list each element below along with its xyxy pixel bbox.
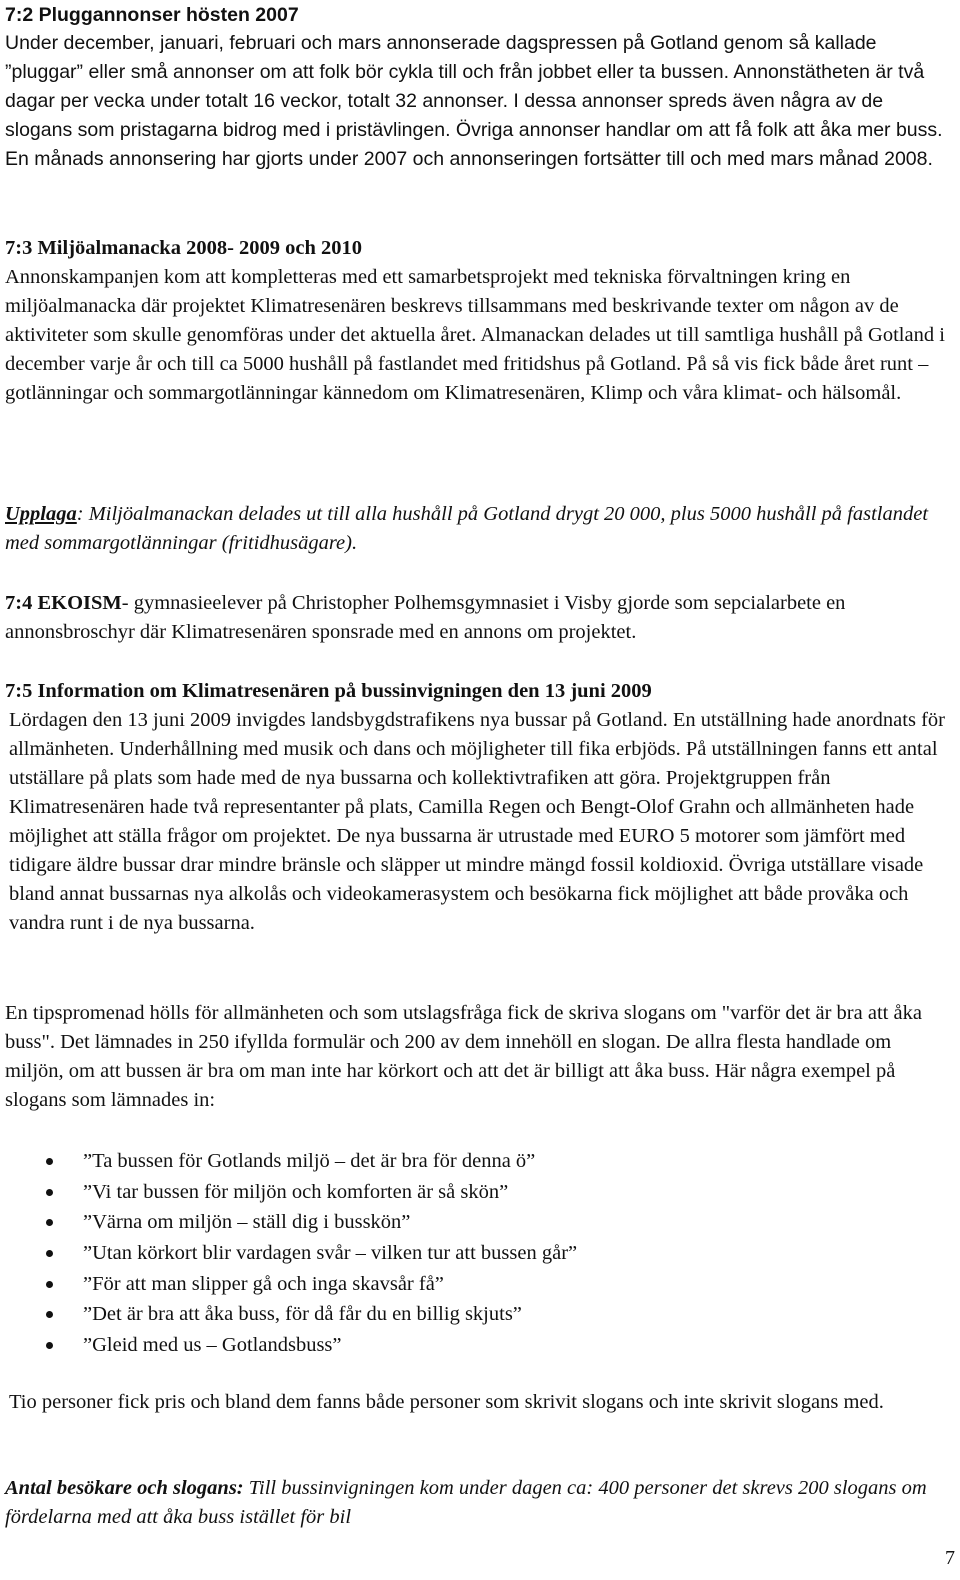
slogan-text: ”Det är bra att åka buss, för då får du en billig skjuts”	[83, 1303, 522, 1326]
section-7-4-paragraph	[5, 589, 950, 647]
visitors-label: Antal besökare och slogans:	[5, 1477, 244, 1499]
section-7-2-paragraph: Under december, januari, februari och mars annonserade dagspressen på Gotland genom så kallade ”pluggar” eller små annonser om att folk bör cykla till och från jobbet eller ta bussen. Annonstätheten är två dagar per vecka under totalt 16 veckor, totalt 32 annonser. I dessa annonser spreds även några av de slogans som pristagarna bidrog med i pristävlingen. Övriga annonser handlar om att få folk att åka mer buss. En månads annonsering har gjorts under 2007 och annonseringen fortsätter till och med mars månad 2008.	[5, 32, 943, 170]
slogan-text: ”Vi tar bussen för miljön och komforten är så skön”	[83, 1180, 509, 1203]
bullet-icon	[46, 1250, 53, 1257]
slogan-list	[5, 1146, 950, 1361]
list-item	[5, 1299, 950, 1330]
section-7-5-paragraph-2: En tipspromenad hölls för allmänheten och som utslagsfråga fick de skriva slogans om "varför det är bra att åka buss". Det lämnades in 250 ifyllda formulär och 200 av dem innehöll en slogan. De allra flesta handlade om miljön, om att bussen är bra om man inte har körkort och att det är billigt att åka buss. Här några exempel på slogans som lämnades in:	[5, 1002, 922, 1111]
section-7-3-heading: 7:3 Miljöalmanacka 2008- 2009 och 2010	[5, 237, 363, 259]
bullet-icon	[46, 1342, 53, 1349]
section-7-3-paragraph: Annonskampanjen kom att kompletteras med ett samarbetsprojekt med tekniska förvaltningen kring en miljöalmanacka där projektet Klimatresenären beskrevs tillsammans med beskrivande texter om någon av de aktiviteter som skulle genomföras under det aktuella året. Almanackan delades ut till samtliga hushåll på Gotland i december varje år och till ca 5000 hushåll på fastlandet med fritidshus på Gotland. På så vis fick både året runt – gotlänningar och sommargotlänningar kännedom om Klimatresenären, Klimp och våra klimat- och hälsomål.	[5, 266, 945, 404]
slogan-text: ”Gleid med us – Gotlandsbuss”	[83, 1334, 342, 1357]
bullet-icon	[46, 1158, 53, 1165]
bullet-icon	[46, 1219, 53, 1226]
visitors-text: Till bussinvigningen kom under dagen ca: 400 personer det skrevs 200 slogans om fördelarna med att åka buss istället för bil	[5, 1477, 927, 1528]
list-item	[5, 1330, 950, 1361]
page-number: 7	[945, 1547, 955, 1569]
section-7-4-text: - gymnasieelever på Christopher Polhemsgymnasiet i Visby gjorde som sepcialarbete en annonsbroschyr där Klimatresenären sponsrade med en annons om projektet.	[5, 592, 846, 643]
list-item	[5, 1269, 950, 1300]
upplaga-label: Upplaga	[5, 503, 77, 525]
prize-paragraph: Tio personer fick pris och bland dem fanns både personer som skrivit slogans och inte skrivit slogans med.	[9, 1391, 884, 1413]
upplaga-text: : Miljöalmanackan delades ut till alla hushåll på Gotland drygt 20 000, plus 5000 hushåll på fastlandet med sommargotlänningar (fritidhusägare).	[5, 503, 929, 554]
slogan-text: ”Utan körkort blir vardagen svår – vilken tur att bussen går”	[83, 1242, 578, 1265]
bullet-icon	[46, 1189, 53, 1196]
slogan-text: ”För att man slipper gå och inga skavsår få”	[83, 1272, 444, 1295]
section-7-5-heading: 7:5 Information om Klimatresenären på bussinvigningen den 13 juni 2009	[5, 680, 652, 702]
visitors-paragraph	[5, 1474, 950, 1532]
upplaga-paragraph	[5, 500, 950, 558]
list-item	[5, 1207, 950, 1238]
bullet-icon	[46, 1311, 53, 1318]
slogan-text: ”Ta bussen för Gotlands miljö – det är bra för denna ö”	[83, 1150, 536, 1172]
list-item	[5, 1177, 950, 1208]
list-item	[5, 1238, 950, 1269]
list-item	[5, 1146, 950, 1177]
section-7-5-paragraph: Lördagen den 13 juni 2009 invigdes landsbygdstrafikens nya bussar på Gotland. En utställning hade anordnats för allmänheten. Underhållning med musik och dans och möjligheter till fika erbjöds. På utställningen fanns ett antal utställare på plats som hade med de nya bussarna och kollektivtrafiken att göra. Projektgruppen från Klimatresenären hade två representanter på plats, Camilla Regen och Bengt-Olof Grahn och allmänheten hade möjlighet att ställa frågor om projektet. De nya bussarna är utrustade med EURO 5 motorer som jämfört med tidigare äldre bussar drar mindre bränsle och släpper ut mindre mängd fossil koldioxid. Övriga utställare visade bland annat bussarnas nya alkolås och videokamerasystem och besökarna fick möjlighet att både provåka och vandra runt i de nya bussarna.	[9, 709, 945, 934]
bullet-icon	[46, 1281, 53, 1288]
section-7-2-heading: 7:2 Pluggannonser hösten 2007	[5, 4, 299, 26]
section-7-4-label: 7:4 EKOISM	[5, 592, 122, 614]
slogan-text: ”Värna om miljön – ställ dig i busskön”	[83, 1211, 411, 1234]
